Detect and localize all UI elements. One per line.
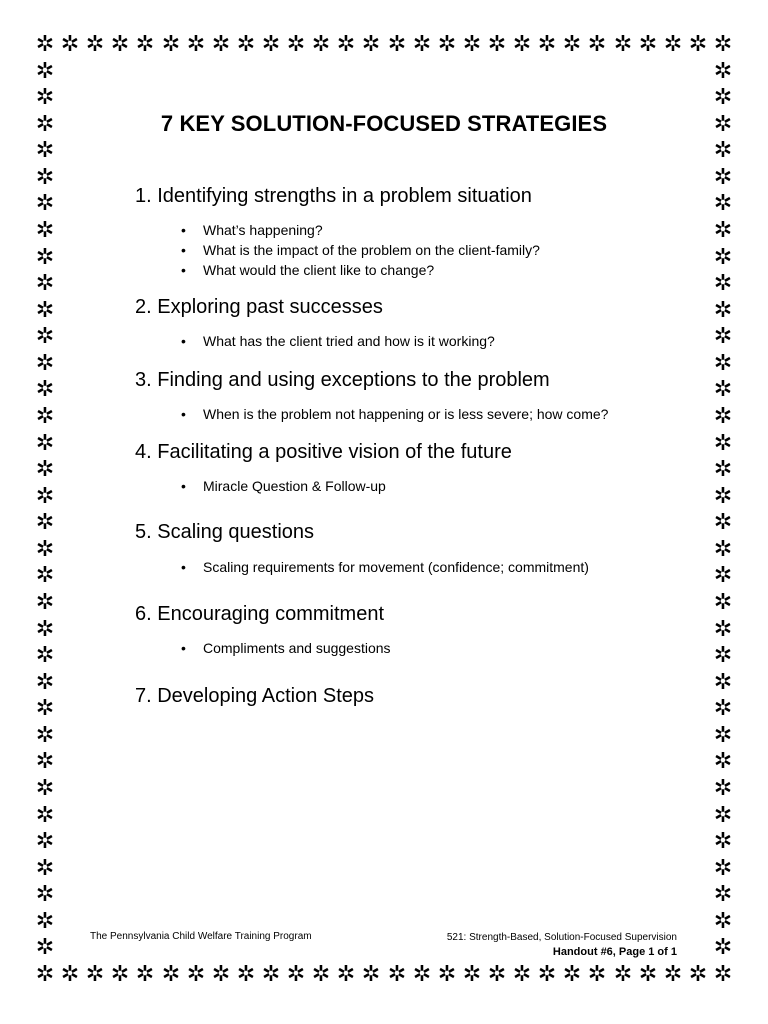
asterisk-flower-icon: ✲ — [713, 563, 733, 588]
asterisk-flower-icon: ✲ — [587, 32, 607, 57]
asterisk-flower-icon: ✲ — [135, 962, 155, 987]
asterisk-flower-icon: ✲ — [713, 324, 733, 349]
asterisk-flower-icon: ✲ — [35, 563, 55, 588]
asterisk-flower-icon: ✲ — [60, 32, 80, 57]
asterisk-flower-icon: ✲ — [336, 962, 356, 987]
asterisk-flower-icon: ✲ — [713, 776, 733, 801]
asterisk-flower-icon: ✲ — [85, 962, 105, 987]
asterisk-flower-icon: ✲ — [713, 85, 733, 110]
asterisk-flower-icon: ✲ — [713, 165, 733, 190]
asterisk-flower-icon: ✲ — [35, 723, 55, 748]
list-item: • What has the client tried and how is it working? — [181, 333, 495, 349]
asterisk-flower-icon: ✲ — [713, 59, 733, 84]
strategy-5-bullet-list — [180, 557, 589, 577]
bullet-icon: • — [181, 406, 186, 422]
asterisk-flower-icon: ✲ — [35, 85, 55, 110]
strategy-heading-6: 6. Encouraging commitment — [135, 603, 385, 625]
asterisk-flower-icon: ✲ — [713, 643, 733, 668]
asterisk-flower-icon: ✲ — [688, 962, 708, 987]
strategy-4-bullet-list — [180, 476, 386, 496]
asterisk-flower-icon: ✲ — [713, 112, 733, 137]
asterisk-flower-icon: ✲ — [35, 909, 55, 934]
bullet-icon: • — [181, 242, 186, 258]
strategy-heading-5: 5. Scaling questions — [135, 521, 315, 543]
asterisk-flower-icon: ✲ — [713, 909, 733, 934]
asterisk-flower-icon: ✲ — [35, 59, 55, 84]
asterisk-flower-icon: ✲ — [60, 962, 80, 987]
asterisk-flower-icon: ✲ — [35, 138, 55, 163]
asterisk-flower-icon: ✲ — [311, 32, 331, 57]
bullet-icon: • — [181, 559, 186, 575]
asterisk-flower-icon: ✲ — [211, 32, 231, 57]
asterisk-flower-icon: ✲ — [713, 245, 733, 270]
bullet-icon: • — [181, 222, 186, 238]
asterisk-flower-icon: ✲ — [512, 32, 532, 57]
asterisk-flower-icon: ✲ — [487, 32, 507, 57]
bullet-icon: • — [181, 640, 186, 656]
asterisk-flower-icon: ✲ — [713, 510, 733, 535]
asterisk-flower-icon: ✲ — [35, 351, 55, 376]
list-item: • When is the problem not happening or is less severe; how come? — [181, 406, 609, 422]
strategy-1-bullet-list — [180, 220, 540, 280]
asterisk-flower-icon: ✲ — [35, 935, 55, 960]
asterisk-flower-icon: ✲ — [713, 32, 733, 57]
asterisk-flower-icon: ✲ — [35, 271, 55, 296]
asterisk-flower-icon: ✲ — [161, 962, 181, 987]
strategy-heading-2: 2. Exploring past successes — [135, 296, 383, 318]
asterisk-flower-icon: ✲ — [336, 32, 356, 57]
asterisk-flower-icon: ✲ — [713, 404, 733, 429]
asterisk-flower-icon: ✲ — [35, 218, 55, 243]
asterisk-flower-icon: ✲ — [85, 32, 105, 57]
asterisk-flower-icon: ✲ — [713, 590, 733, 615]
asterisk-flower-icon: ✲ — [35, 643, 55, 668]
asterisk-flower-icon: ✲ — [537, 962, 557, 987]
asterisk-flower-icon: ✲ — [613, 32, 633, 57]
asterisk-flower-icon: ✲ — [311, 962, 331, 987]
strategy-heading-3: 3. Finding and using exceptions to the problem — [135, 369, 550, 391]
asterisk-flower-icon: ✲ — [587, 962, 607, 987]
list-item: • Miracle Question & Follow-up — [181, 478, 386, 494]
list-item: • Compliments and suggestions — [181, 640, 391, 656]
asterisk-flower-icon: ✲ — [261, 962, 281, 987]
asterisk-flower-icon: ✲ — [462, 32, 482, 57]
asterisk-flower-icon: ✲ — [713, 218, 733, 243]
strategy-6-bullet-list — [180, 638, 391, 658]
asterisk-flower-icon: ✲ — [35, 165, 55, 190]
asterisk-flower-icon: ✲ — [487, 962, 507, 987]
asterisk-flower-icon: ✲ — [35, 749, 55, 774]
asterisk-flower-icon: ✲ — [462, 962, 482, 987]
asterisk-flower-icon: ✲ — [412, 962, 432, 987]
asterisk-flower-icon: ✲ — [613, 962, 633, 987]
strategy-2-bullet-list — [180, 331, 495, 351]
bullet-icon: • — [181, 478, 186, 494]
footer-handout-number: Handout #6, Page 1 of 1 — [552, 946, 677, 958]
asterisk-flower-icon: ✲ — [713, 696, 733, 721]
asterisk-flower-icon: ✲ — [110, 32, 130, 57]
asterisk-flower-icon: ✲ — [713, 351, 733, 376]
asterisk-flower-icon: ✲ — [713, 431, 733, 456]
asterisk-flower-icon: ✲ — [261, 32, 281, 57]
asterisk-flower-icon: ✲ — [713, 298, 733, 323]
asterisk-flower-icon: ✲ — [35, 590, 55, 615]
footer-course-title: 521: Strength-Based, Solution-Focused Supervision — [446, 932, 677, 943]
asterisk-flower-icon: ✲ — [35, 191, 55, 216]
page-title: 7 KEY SOLUTION-FOCUSED STRATEGIES — [160, 111, 608, 136]
asterisk-flower-icon: ✲ — [437, 962, 457, 987]
asterisk-flower-icon: ✲ — [161, 32, 181, 57]
asterisk-flower-icon: ✲ — [713, 484, 733, 509]
asterisk-flower-icon: ✲ — [688, 32, 708, 57]
asterisk-flower-icon: ✲ — [35, 696, 55, 721]
asterisk-flower-icon: ✲ — [713, 829, 733, 854]
asterisk-flower-icon: ✲ — [35, 245, 55, 270]
asterisk-flower-icon: ✲ — [713, 377, 733, 402]
strategy-3-bullet-list — [180, 404, 608, 424]
asterisk-flower-icon: ✲ — [35, 32, 55, 57]
asterisk-flower-icon: ✲ — [35, 537, 55, 562]
asterisk-flower-icon: ✲ — [713, 962, 733, 987]
asterisk-flower-icon: ✲ — [361, 962, 381, 987]
asterisk-flower-icon: ✲ — [35, 112, 55, 137]
asterisk-flower-icon: ✲ — [35, 670, 55, 695]
asterisk-flower-icon: ✲ — [35, 856, 55, 881]
asterisk-flower-icon: ✲ — [713, 749, 733, 774]
bullet-icon: • — [181, 333, 186, 349]
asterisk-flower-icon: ✲ — [35, 776, 55, 801]
asterisk-flower-icon: ✲ — [35, 962, 55, 987]
footer-course-info — [447, 931, 677, 959]
asterisk-flower-icon: ✲ — [663, 32, 683, 57]
list-item: • Scaling requirements for movement (confidence; commitment) — [181, 559, 589, 575]
asterisk-flower-icon: ✲ — [35, 829, 55, 854]
asterisk-flower-icon: ✲ — [663, 962, 683, 987]
strategy-heading-7: 7. Developing Action Steps — [135, 685, 375, 707]
asterisk-flower-icon: ✲ — [186, 32, 206, 57]
asterisk-flower-icon: ✲ — [236, 32, 256, 57]
asterisk-flower-icon: ✲ — [713, 935, 733, 960]
asterisk-flower-icon: ✲ — [713, 723, 733, 748]
list-item: • What would the client like to change? — [181, 262, 435, 278]
strategy-heading-1: 1. Identifying strengths in a problem situation — [135, 185, 532, 207]
asterisk-flower-icon: ✲ — [35, 617, 55, 642]
asterisk-flower-icon: ✲ — [110, 962, 130, 987]
asterisk-flower-icon: ✲ — [638, 32, 658, 57]
footer-program-name: The Pennsylvania Child Welfare Training Program — [90, 931, 312, 942]
asterisk-flower-icon: ✲ — [713, 856, 733, 881]
asterisk-flower-icon: ✲ — [638, 962, 658, 987]
asterisk-flower-icon: ✲ — [35, 431, 55, 456]
list-item: • What’s happening? — [181, 222, 323, 238]
asterisk-flower-icon: ✲ — [361, 32, 381, 57]
asterisk-flower-icon: ✲ — [713, 882, 733, 907]
asterisk-flower-icon: ✲ — [35, 484, 55, 509]
asterisk-flower-icon: ✲ — [713, 670, 733, 695]
asterisk-flower-icon: ✲ — [713, 271, 733, 296]
asterisk-flower-icon: ✲ — [713, 537, 733, 562]
strategy-heading-4: 4. Facilitating a positive vision of the future — [135, 441, 512, 463]
asterisk-flower-icon: ✲ — [286, 32, 306, 57]
asterisk-flower-icon: ✲ — [35, 377, 55, 402]
asterisk-flower-icon: ✲ — [537, 32, 557, 57]
asterisk-flower-icon: ✲ — [562, 32, 582, 57]
asterisk-flower-icon: ✲ — [713, 191, 733, 216]
asterisk-flower-icon: ✲ — [713, 803, 733, 828]
list-item: • What is the impact of the problem on the client-family? — [181, 242, 540, 258]
asterisk-flower-icon: ✲ — [286, 962, 306, 987]
asterisk-flower-icon: ✲ — [35, 298, 55, 323]
asterisk-flower-icon: ✲ — [713, 457, 733, 482]
asterisk-flower-icon: ✲ — [236, 962, 256, 987]
asterisk-flower-icon: ✲ — [35, 510, 55, 535]
asterisk-flower-icon: ✲ — [387, 32, 407, 57]
asterisk-flower-icon: ✲ — [211, 962, 231, 987]
asterisk-flower-icon: ✲ — [562, 962, 582, 987]
asterisk-flower-icon: ✲ — [35, 882, 55, 907]
asterisk-flower-icon: ✲ — [437, 32, 457, 57]
asterisk-flower-icon: ✲ — [713, 617, 733, 642]
asterisk-flower-icon: ✲ — [35, 803, 55, 828]
asterisk-flower-icon: ✲ — [713, 138, 733, 163]
asterisk-flower-icon: ✲ — [387, 962, 407, 987]
asterisk-flower-icon: ✲ — [35, 457, 55, 482]
asterisk-flower-icon: ✲ — [135, 32, 155, 57]
asterisk-flower-icon: ✲ — [35, 324, 55, 349]
asterisk-flower-icon: ✲ — [35, 404, 55, 429]
asterisk-flower-icon: ✲ — [186, 962, 206, 987]
asterisk-flower-icon: ✲ — [412, 32, 432, 57]
asterisk-flower-icon: ✲ — [512, 962, 532, 987]
bullet-icon: • — [181, 262, 186, 278]
